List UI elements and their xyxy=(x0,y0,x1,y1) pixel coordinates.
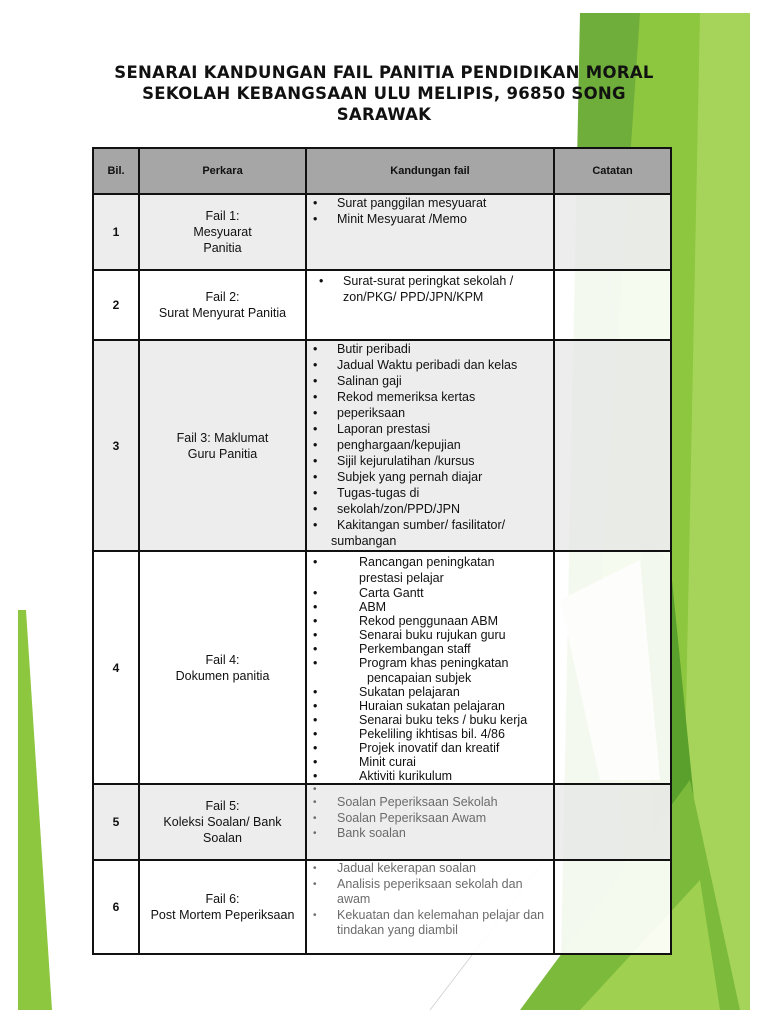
list-item-continuation: sumbangan xyxy=(331,534,397,548)
title-line-1: SENARAI KANDUNGAN FAIL PANITIA PENDIDIKAN MORAL xyxy=(114,63,654,82)
table-row xyxy=(93,860,671,954)
list-item: • Rekod memeriksa kertas xyxy=(337,389,553,405)
list-item: • Soalan Peperiksaan Awam xyxy=(337,811,553,827)
list-item: • Rekod penggunaan ABM xyxy=(359,614,553,628)
row-catatan xyxy=(554,194,671,270)
perkara-line: Soalan xyxy=(203,831,242,846)
perkara-line: Fail 6: xyxy=(205,892,240,907)
list-item: • Kakitangan sumber/ fasilitator/ xyxy=(337,517,553,533)
row-catatan xyxy=(554,270,671,340)
row-perkara xyxy=(139,270,306,340)
row-catatan xyxy=(554,551,671,784)
row-kandungan xyxy=(306,784,554,860)
row-perkara xyxy=(139,784,306,860)
perkara-line: Fail 2: xyxy=(205,290,240,304)
perkara-line: Fail 4: xyxy=(205,652,240,667)
perkara-line: Panitia xyxy=(203,241,242,255)
perkara-line: Guru Panitia xyxy=(187,446,258,461)
list-item-continuation: zon/PKG/ PPD/JPN/KPM xyxy=(343,290,484,304)
title-line-2: SEKOLAH KEBANGSAAN ULU MELIPIS, 96850 SONG xyxy=(142,84,626,103)
list-item: • Jadual Waktu peribadi dan kelas xyxy=(337,357,553,373)
row-kandungan xyxy=(306,340,554,551)
list-item: • Subjek yang pernah diajar xyxy=(337,469,553,485)
row-kandungan xyxy=(306,194,554,270)
perkara-line: Koleksi Soalan/ Bank xyxy=(163,815,282,830)
row-perkara xyxy=(139,194,306,270)
table-row xyxy=(93,194,671,270)
header-bil: Bil. xyxy=(93,148,139,194)
list-item: • Pekeliling ikhtisas bil. 4/86 xyxy=(359,727,553,741)
row-perkara xyxy=(139,860,306,954)
list-item: • Salinan gaji xyxy=(337,373,553,389)
row-perkara xyxy=(139,551,306,784)
list-item: • Jadual kekerapan soalan xyxy=(337,861,553,877)
list-item: • Rancangan peningkatan xyxy=(359,554,553,570)
row-number: 4 xyxy=(93,551,139,784)
list-item: • Senarai buku teks / buku kerja xyxy=(359,713,553,727)
list-item: • Senarai buku rujukan guru xyxy=(359,628,553,642)
list-item: • Analisis peperiksaan sekolah dan awam xyxy=(337,877,553,908)
list-item-empty xyxy=(337,785,553,795)
perkara-line: Post Mortem Peperiksaan xyxy=(150,908,295,923)
row-catatan xyxy=(554,340,671,551)
perkara-line: Fail 1: xyxy=(205,209,240,223)
list-item: • sekolah/zon/PPD/JPN xyxy=(337,501,553,517)
table-row xyxy=(93,784,671,860)
file-contents-table xyxy=(92,147,672,955)
table-row xyxy=(93,551,671,784)
row-number: 5 xyxy=(93,784,139,860)
list-item: • Huraian sukatan pelajaran xyxy=(359,699,553,713)
header-catatan: Catatan xyxy=(554,148,671,194)
row-kandungan xyxy=(306,270,554,340)
perkara-line: Fail 3: Maklumat xyxy=(176,430,269,445)
list-item: • Minit curai xyxy=(359,755,553,769)
row-kandungan xyxy=(306,551,554,784)
row-number: 6 xyxy=(93,860,139,954)
list-item: • Surat-surat peringkat sekolah / xyxy=(343,273,553,289)
title-line-3: SARAWAK xyxy=(336,105,432,124)
list-item: • Perkembangan staff xyxy=(359,642,553,656)
list-item: • Butir peribadi xyxy=(337,341,553,357)
list-item: • peperiksaan xyxy=(337,405,553,421)
list-item: • penghargaan/kepujian xyxy=(337,437,553,453)
row-perkara xyxy=(139,340,306,551)
green-shape-left xyxy=(18,610,52,1010)
table-header-row xyxy=(93,148,671,194)
row-number: 1 xyxy=(93,194,139,270)
list-item: • Carta Gantt xyxy=(359,586,553,600)
row-number: 3 xyxy=(93,340,139,551)
list-item: • Projek inovatif dan kreatif xyxy=(359,741,553,755)
row-number: 2 xyxy=(93,270,139,340)
perkara-line: Mesyuarat xyxy=(193,225,252,239)
perkara-line: Surat Menyurat Panitia xyxy=(158,306,287,320)
perkara-line: Dokumen panitia xyxy=(175,668,270,683)
list-item: • Minit Mesyuarat /Memo xyxy=(337,211,553,227)
list-item: • Surat panggilan mesyuarat xyxy=(337,195,553,211)
perkara-line: Fail 5: xyxy=(205,799,240,814)
header-perkara: Perkara xyxy=(139,148,306,194)
list-item: • Aktiviti kurikulum xyxy=(359,769,553,783)
list-item: • Bank soalan xyxy=(337,826,553,842)
row-catatan xyxy=(554,860,671,954)
list-item-continuation: pencapaian subjek xyxy=(367,670,472,685)
list-item: • Sijil kejurulatihan /kursus xyxy=(337,453,553,469)
table-row xyxy=(93,340,671,551)
list-item: • Tugas-tugas di xyxy=(337,485,553,501)
list-item-continuation: prestasi pelajar xyxy=(359,571,444,585)
list-item: • ABM xyxy=(359,600,553,614)
list-item: • Kekuatan dan kelemahan pelajar dan tindakan yang diambil xyxy=(337,908,553,939)
table-row xyxy=(93,270,671,340)
document-title xyxy=(80,62,688,125)
list-item: • Program khas peningkatan xyxy=(359,656,553,670)
row-kandungan xyxy=(306,860,554,954)
row-catatan xyxy=(554,784,671,860)
list-item: • Soalan Peperiksaan Sekolah xyxy=(337,795,553,811)
list-item: • Laporan prestasi xyxy=(337,421,553,437)
header-kandungan: Kandungan fail xyxy=(306,148,554,194)
list-item: • Sukatan pelajaran xyxy=(359,685,553,699)
